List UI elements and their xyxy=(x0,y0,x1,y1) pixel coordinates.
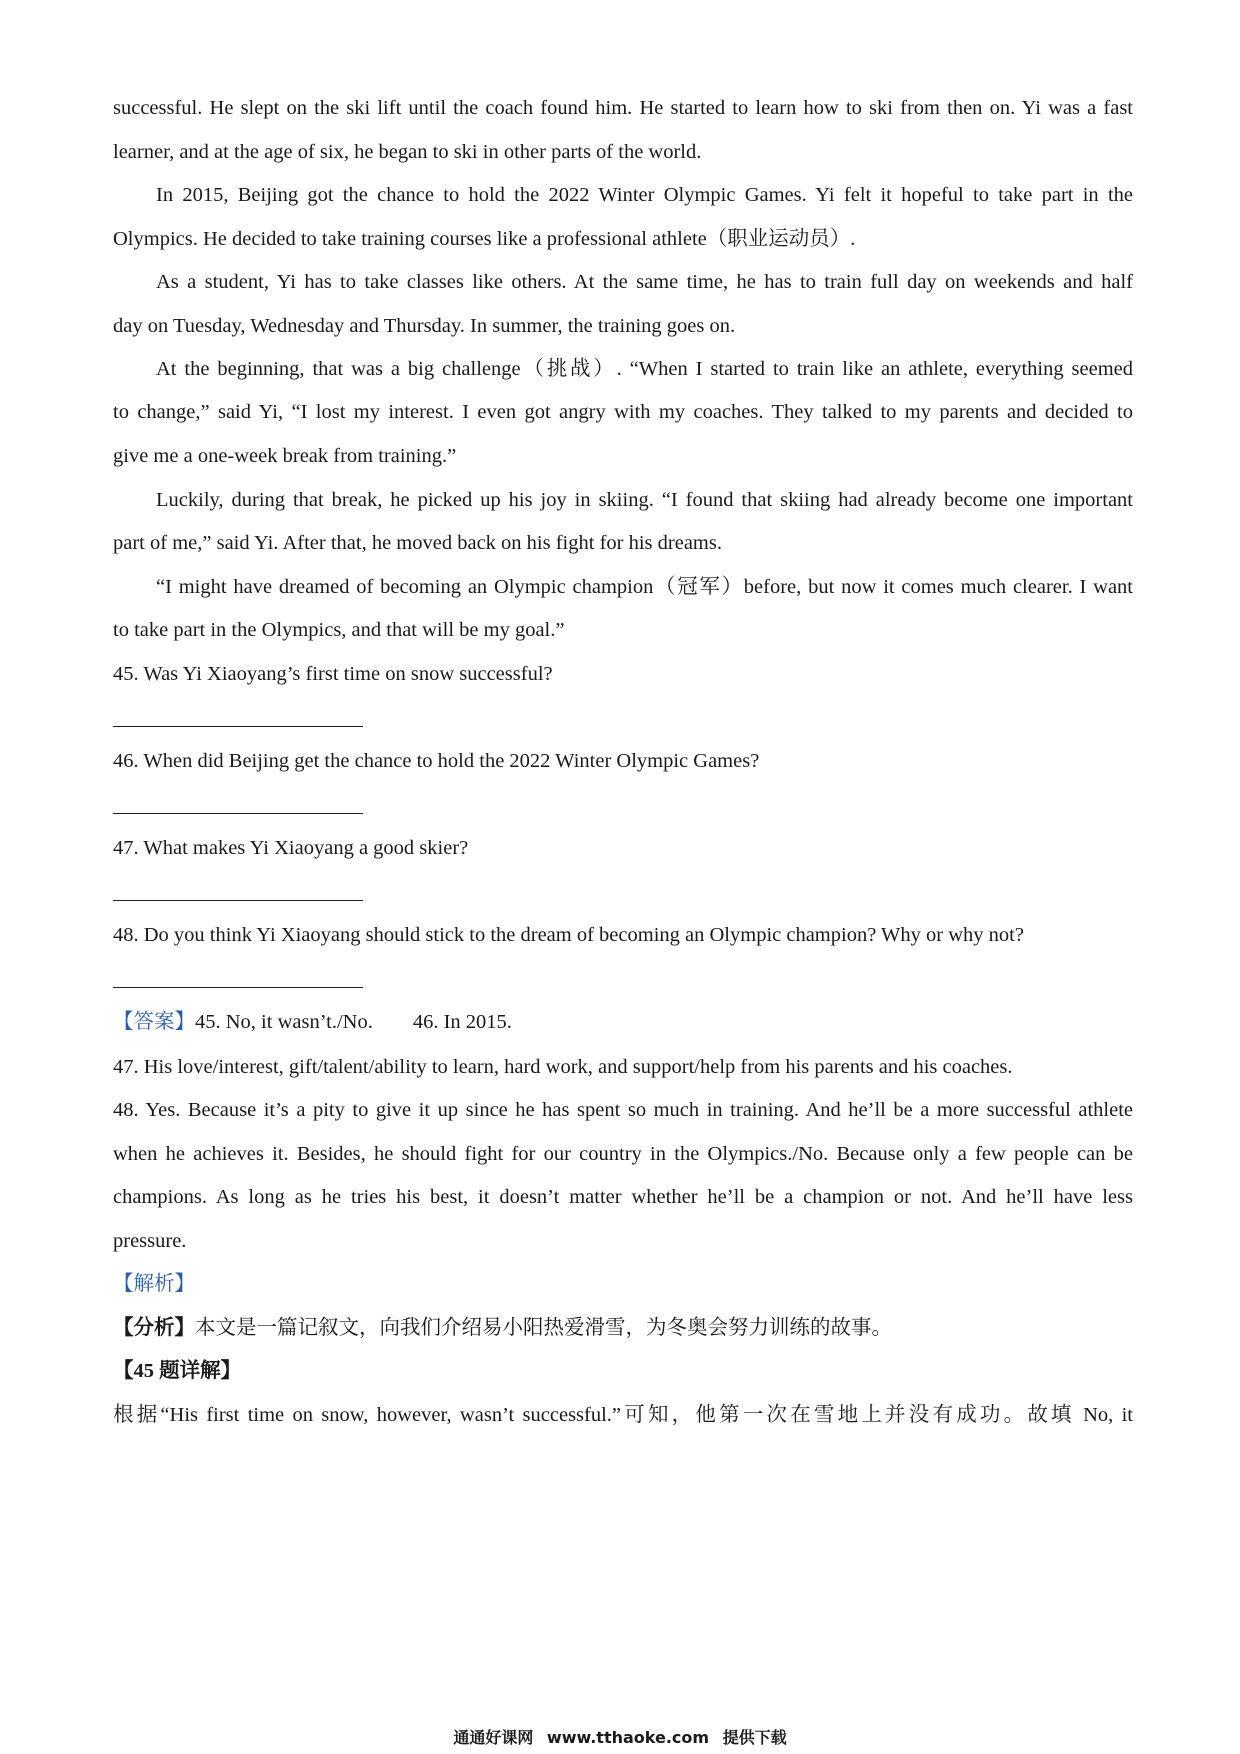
passage-line: successful. He slept on the ski lift until the coach found him. He started to learn how to ski from then on. Yi was a fast xyxy=(113,97,1133,119)
answer-blank-47[interactable] xyxy=(113,900,363,901)
footer-url[interactable]: www.tthaoke.com xyxy=(546,1728,710,1747)
question-48: 48. Do you think Yi Xiaoyang should stick to the dream of becoming an Olympic champion? Why or why not? xyxy=(113,924,1024,946)
passage-line: part of me,” said Yi. After that, he moved back on his fight for his dreams. xyxy=(113,532,722,554)
q45-detail-text: 根据“His first time on snow, however, wasn’t successful.”可知，他第一次在雪地上并没有成功。故填 No, it xyxy=(113,1404,1133,1426)
footer-site-name: 通通好课网 xyxy=(453,1728,534,1747)
passage-line: to change,” said Yi, “I lost my interest. I even got angry with my coaches. They talked to my parents and decided to xyxy=(113,401,1133,423)
answer-48-line: champions. As long as he tries his best, it doesn’t matter whether he’ll be a champion or not. And he’ll have less xyxy=(113,1186,1133,1208)
answer-45: 45. No, it wasn’t./No. xyxy=(195,1011,373,1033)
answer-48-line: when he achieves it. Besides, he should fight for our country in the Olympics./No. Because only a few people can be xyxy=(113,1143,1133,1165)
answer-tag: 【答案】 xyxy=(113,1011,195,1033)
footer-suffix: 提供下载 xyxy=(722,1728,787,1747)
passage-line: day on Tuesday, Wednesday and Thursday. In summer, the training goes on. xyxy=(113,315,736,337)
passage-line: give me a one-week break from training.” xyxy=(113,445,457,467)
answer-48-line: 48. Yes. Because it’s a pity to give it up since he has spent so much in training. And he’ll be a more successful athlete xyxy=(113,1099,1133,1121)
passage-line: “I might have dreamed of becoming an Olympic champion（冠军）before, but now it comes much clearer. I want xyxy=(156,576,1133,598)
question-45: 45. Was Yi Xiaoyang’s first time on snow successful? xyxy=(113,663,553,685)
answer-46: 46. In 2015. xyxy=(412,1011,512,1033)
page-footer xyxy=(0,1728,1240,1748)
analysis-tag: 【解析】 xyxy=(113,1273,195,1295)
passage-line: Luckily, during that break, he picked up his joy in skiing. “I found that skiing had already become one important xyxy=(156,489,1133,511)
question-47: 47. What makes Yi Xiaoyang a good skier? xyxy=(113,837,469,859)
summary-text: 本文是一篇记叙文，向我们介绍易小阳热爱滑雪，为冬奥会努力训练的故事。 xyxy=(195,1317,892,1339)
passage-line: In 2015, Beijing got the chance to hold the 2022 Winter Olympic Games. Yi felt it hopeful to take part in the xyxy=(156,184,1133,206)
passage-line: to take part in the Olympics, and that will be my goal.” xyxy=(113,619,565,641)
question-46: 46. When did Beijing get the chance to hold the 2022 Winter Olympic Games? xyxy=(113,750,760,772)
passage-line: At the beginning, that was a big challenge（挑战）. “When I started to train like an athlete, everything seemed xyxy=(156,358,1133,380)
answer-blank-48[interactable] xyxy=(113,987,363,988)
passage-line: learner, and at the age of six, he began to ski in other parts of the world. xyxy=(113,141,702,163)
answer-blank-46[interactable] xyxy=(113,813,363,814)
answer-blank-45[interactable] xyxy=(113,726,363,727)
q45-detail-tag: 【45 题详解】 xyxy=(113,1360,242,1382)
passage-line: As a student, Yi has to take classes like others. At the same time, he has to train full day on weekends and half xyxy=(156,271,1133,293)
answer-line xyxy=(113,1008,1133,1036)
answer-47: 47. His love/interest, gift/talent/ability to learn, hard work, and support/help from his parents and his coaches. xyxy=(113,1056,1013,1078)
answer-48-line: pressure. xyxy=(113,1230,187,1252)
analysis-summary xyxy=(113,1314,1133,1342)
summary-tag: 【分析】 xyxy=(113,1317,195,1339)
passage-line: Olympics. He decided to take training courses like a professional athlete（职业运动员）. xyxy=(113,228,856,250)
